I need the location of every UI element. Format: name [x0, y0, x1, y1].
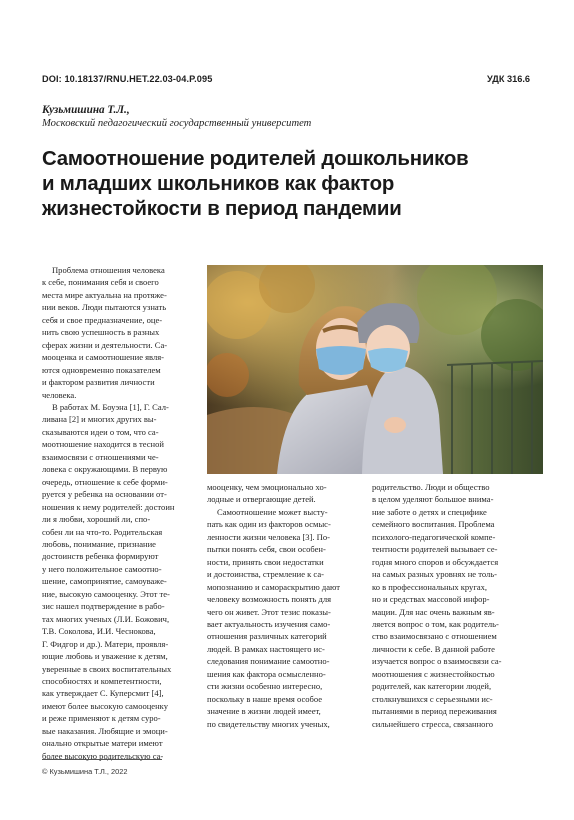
article-photo	[207, 265, 543, 474]
author-affiliation: Московский педагогический государственный университет	[42, 118, 312, 129]
photo-illustration	[207, 265, 543, 474]
author-name: Кузьмишина Т.Л.,	[42, 104, 130, 116]
text-column-3	[372, 481, 544, 730]
text-column-2	[207, 481, 363, 730]
footnote-divider	[42, 759, 162, 760]
title-line: Самоотношение родителей дошкольников	[42, 148, 469, 170]
paragraph: мооценку, чем эмоционально хо- лодные и отвергающие детей.	[207, 482, 327, 505]
text-column-1	[42, 264, 198, 762]
title-line: и младших школьников как фактор	[42, 173, 395, 195]
paragraph: родительство. Люди и общество в целом уделяют большое внима- ние заботе о детях и специфике семейного воспитания. Проблема психолого-педагогической компе- тентности родителей вызывает се- годня много споров и обсуждается на самых разных уровнях не толь- ко в профессиональных кругах, но и средствах массовой инфор- мации. Для нас очень важным яв- ляется вопрос о том, как родитель- ство взаимосвязано с отношением личности к себе. В данной работе изучается вопрос о взаимосвязи са- моотношения с жизнестойкостью родителей, как категории людей, столкнувшихся с серьезными ис- пытаниями в период переживания сильнейшего стресса, связанного	[372, 482, 502, 729]
title-line: жизнестойкости в период пандемии	[42, 198, 402, 220]
paragraph: В работах М. Боуэна [1], Г. Сал- ливана [2] и многих других вы- сказываются идеи о том, что са- моотношение находится в тесной взаимосвязи с отношениями че- ловека с окружающими. В первую очередь, отношение к себе форми- руется у ребенка на основании от- ношения к нему родителей: достоин ли я любви, хороший ли, спо- собен ли на что-то. Родительская любовь, понимание, признание достоинств ребенка формируют у него положительное самоотно- шение, самопринятие, самоуваже- ние, высокую самооценку. Этот те- зис нашел подтверждение в рабо- тах многих ученых (Л.И. Божович, Т.В. Соколова, И.И. Чеснокова, Г. Фидгор и др.). Матери, проявля- ющие любовь и уважение к детям, уверенные в своих воспитательных способностях и компетентности, как утверждает С. Куперсмит [4], имеют более высокую самооценку и реже применяют к детям суро- вые наказания. Любящие и эмоци- онально открытые матери имеют более высокую родительскую са-	[42, 401, 175, 761]
copyright-note: © Кузьмишина Т.Л., 2022	[42, 767, 128, 776]
paragraph: Проблема отношения человека к себе, понимания себя и своего места мире актуальна на протяже- нии веков. Люди пытаются узнать себя и свое предназначение, оце- нить свою успешность в разных сферах жизни и деятельности. Са- мооценка и самоотношение явля- ются одновременно показателем и фактором развития личности человека.	[42, 265, 168, 400]
paragraph: Самоотношение может высту- пать как один из факторов осмыс- ленности жизни человека [3]. По- пытки понять себя, свои особен- ности, принять свои недостатки и достоинства, стремление к са- мопознанию и самораскрытию дают человеку возможность понять для чего он живет. Этот тезис показы- вает актуальность изучения само- отношения различных категорий людей. В рамках настоящего ис- следования понимание самоотно- шения как фактора осмысленно- сти жизни особенно интересно, поскольку в наше время особое значение в жизни людей имеет, по свидетельству многих ученых,	[207, 506, 341, 729]
article-title	[42, 147, 542, 222]
udk-code: УДК 316.6	[487, 74, 530, 84]
doi-line: DOI: 10.18137/RNU.HET.22.03-04.P.095	[42, 74, 213, 84]
